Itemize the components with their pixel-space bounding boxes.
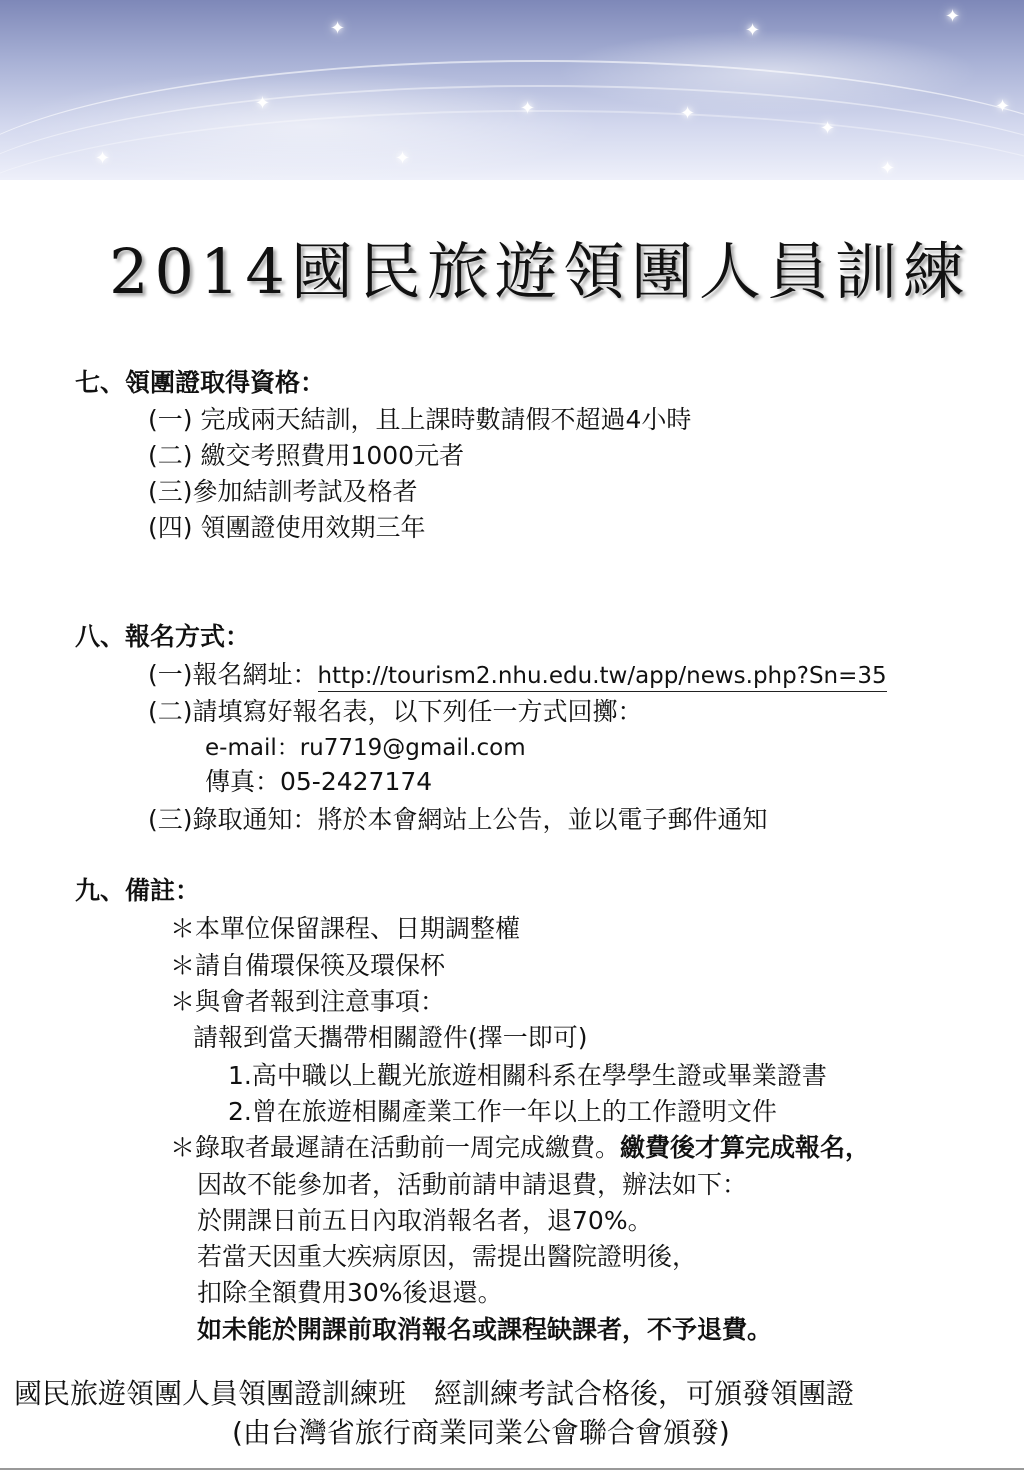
sparkle-icon: ✦ [680,103,696,124]
sparkle-icon: ✦ [520,98,536,119]
page-title: 2014國民旅遊領團人員訓練 [109,235,971,308]
list-item: (三)參加結訓考試及格者 [148,477,418,506]
note-item [170,1133,870,1163]
list-item: (二) 繳交考照費用1000元者 [148,441,465,470]
registration-url-link[interactable]: http://tourism2.nhu.edu.tw/app/news.php?Sn=35 [318,663,887,692]
section-heading-qualification: 七、領團證取得資格： [75,368,326,397]
note-subitem: 2.曾在旅遊相關產業工作一年以上的工作證明文件 [228,1097,777,1126]
contact-email: e-mail：ru7719@gmail.com [205,735,526,761]
sparkle-icon: ✦ [995,96,1011,117]
note-subitem: 扣除全額費用30%後退還。 [197,1278,503,1307]
sparkle-icon: ✦ [95,148,111,169]
footer-line: 國民旅遊領團人員領團證訓練班 經訓練考試合格後，可頒發領團證 [14,1377,855,1410]
note-item: ＊請自備環保筷及環保杯 [170,951,446,980]
footer-line: (由台灣省旅行商業同業公會聯合會頒發) [232,1416,730,1449]
note-subitem: 請報到當天攜帶相關證件(擇一即可) [193,1023,588,1052]
no-refund-notice: 如未能於開課前取消報名或課程缺課者，不予退費。 [197,1315,773,1344]
section-heading-registration: 八、報名方式： [75,622,251,651]
sparkle-icon: ✦ [255,93,271,114]
note-item: ＊本單位保留課程、日期調整權 [170,914,521,943]
note-subitem: 於開課日前五日內取消報名者，退70%。 [197,1206,653,1235]
sparkle-icon: ✦ [820,118,836,139]
section-heading-notes: 九、備註： [75,876,201,905]
payment-emphasis-text: 繳費後才算完成報名， [620,1133,871,1162]
sparkle-icon: ✦ [330,18,346,39]
note-subitem: 1.高中職以上觀光旅遊相關科系在學學生證或畢業證書 [228,1061,827,1090]
sparkle-icon: ✦ [880,158,896,179]
sparkle-icon: ✦ [745,20,761,41]
payment-deadline-text: ＊錄取者最遲請在活動前一周完成繳費。 [170,1133,621,1162]
note-subitem: 若當天因重大疾病原因，需提出醫院證明後， [197,1242,698,1271]
bottom-divider [0,1468,1024,1470]
registration-url-row [148,660,887,691]
list-item: (三)錄取通知：將於本會網站上公告，並以電子郵件通知 [148,805,768,834]
note-subitem: 因故不能參加者，活動前請申請退費，辦法如下： [197,1170,748,1199]
list-item: (二)請填寫好報名表，以下列任一方式回擲： [148,697,643,726]
sparkle-icon: ✦ [395,148,411,169]
registration-url-label: (一)報名網址： [148,660,318,689]
list-item: (一) 完成兩天結訓，且上課時數請假不超過4小時 [148,405,692,434]
list-item: (四) 領團證使用效期三年 [148,513,426,542]
note-item: ＊與會者報到注意事項： [170,987,446,1016]
header-banner-image [0,0,1024,180]
sparkle-icon: ✦ [945,6,961,27]
contact-fax: 傳真：05-2427174 [205,767,433,796]
